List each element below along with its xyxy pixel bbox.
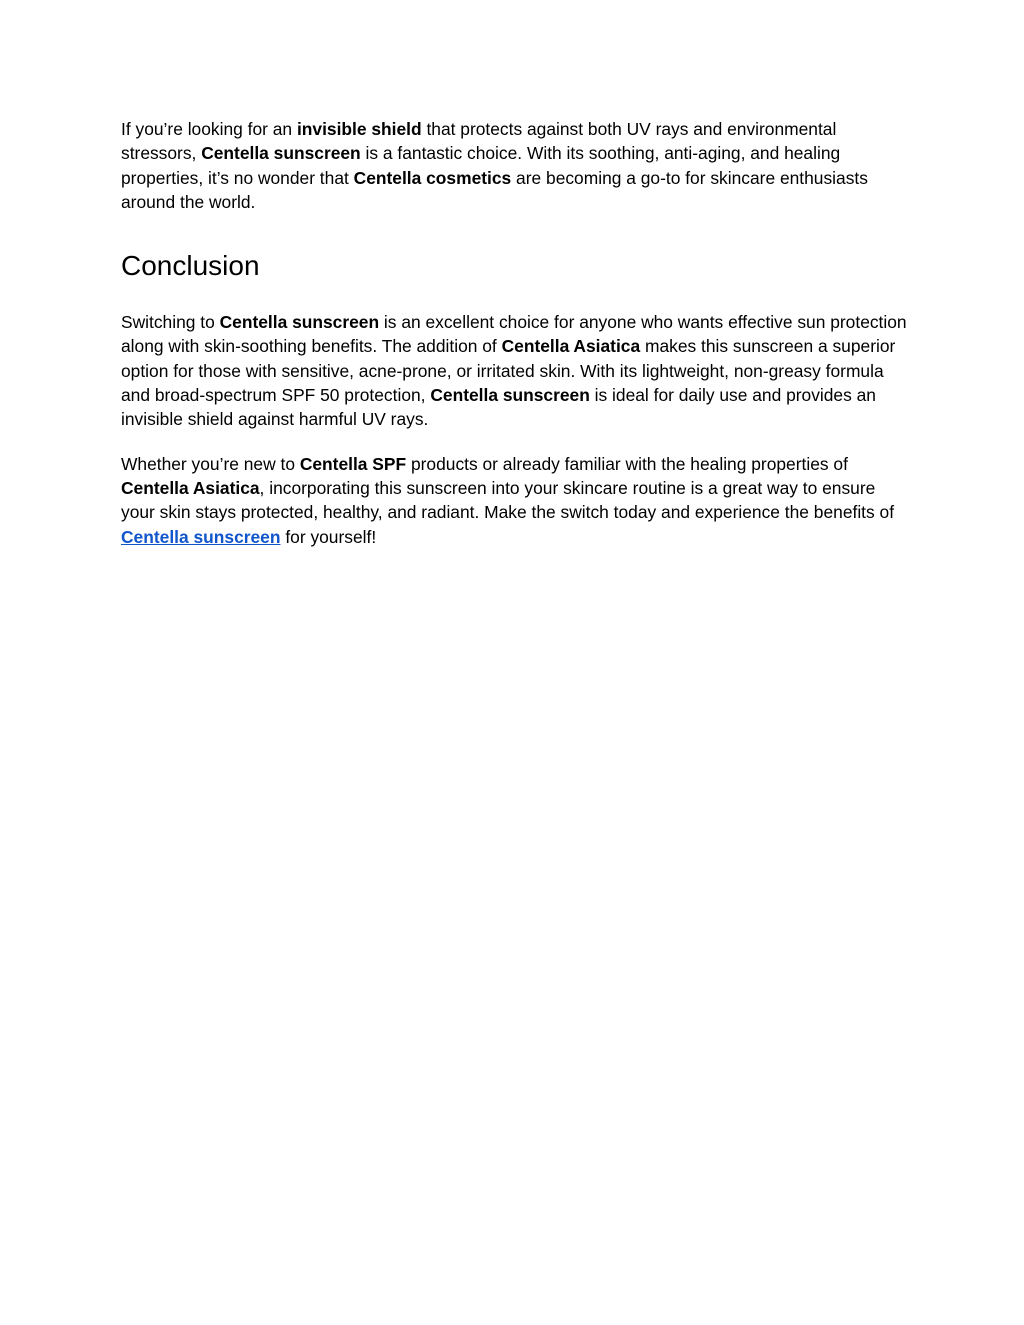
intro-text-2: that protects against both UV rays and environmental stressors,: [121, 119, 837, 164]
p2-bold-centella-asiatica: Centella Asiatica: [121, 477, 260, 498]
p2-text-2: products or already familiar with the healing properties of: [406, 453, 848, 474]
centella-sunscreen-link[interactable]: Centella sunscreen: [121, 526, 281, 547]
intro-text-3: is a fantastic choice. With its soothing, anti-aging, and healing properties, it’s no wonder that: [121, 143, 841, 188]
intro-bold-centella-sunscreen: Centella sunscreen: [201, 143, 361, 164]
p1-text-2: is an excellent choice for anyone who wants effective sun protection along with skin-soothing benefits. The addition of: [121, 312, 907, 357]
document-page: [121, 117, 911, 549]
p2-bold-centella-spf: Centella SPF: [299, 453, 407, 474]
p1-text-1: Switching to: [121, 312, 220, 333]
p2-text-4: for yourself!: [280, 526, 377, 547]
p2-text-1: Whether you’re new to: [121, 453, 300, 474]
intro-bold-centella-cosmetics: Centella cosmetics: [353, 167, 512, 188]
conclusion-paragraph-2: [121, 452, 911, 549]
p2-text-3: , incorporating this sunscreen into your skincare routine is a great way to ensure your skin stays protected, healthy, and radiant. Make the switch today and experience the benefits of: [121, 477, 895, 523]
intro-text-4: are becoming a go-to for skincare enthusiasts around the world.: [121, 167, 868, 212]
intro-text-1: If you’re looking for an: [121, 119, 297, 139]
p1-text-3: makes this sunscreen a superior option for those with sensitive, acne-prone, or irritated skin. With its lightweight, non-greasy formula and broad-spectrum SPF 50 protection,: [121, 336, 896, 406]
p1-bold-centella-sunscreen-2: Centella sunscreen: [430, 385, 590, 406]
conclusion-paragraph-1: [121, 310, 911, 431]
conclusion-heading: Conclusion: [121, 250, 260, 282]
p1-bold-centella-sunscreen: Centella sunscreen: [219, 312, 380, 333]
p1-text-4: is ideal for daily use and provides an invisible shield against harmful UV rays.: [121, 385, 876, 430]
intro-paragraph: [121, 117, 911, 214]
intro-bold-invisible-shield: invisible shield: [296, 119, 422, 139]
p1-bold-centella-asiatica: Centella Asiatica: [501, 336, 641, 357]
